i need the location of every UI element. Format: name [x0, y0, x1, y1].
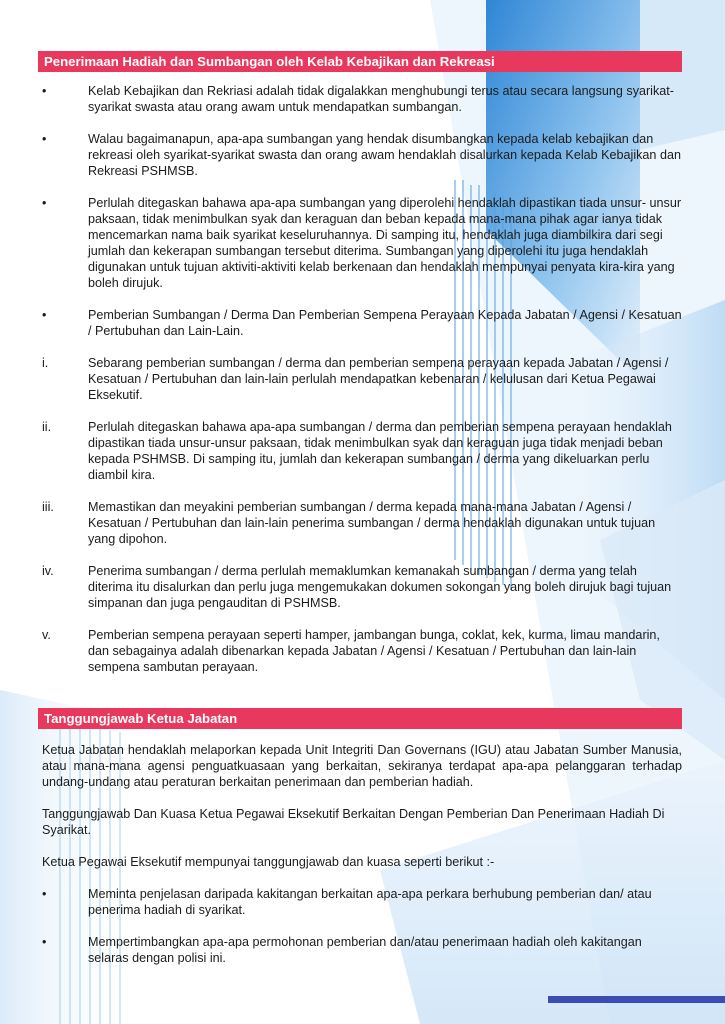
bullet-marker: •: [42, 935, 47, 949]
bullet-marker: •: [42, 887, 47, 901]
list-item: [42, 627, 682, 675]
numbered-marker: ii.: [42, 420, 52, 434]
list-item: [42, 499, 682, 547]
list-item-text: Walau bagaimanapun, apa-apa sumbangan yang hendak disumbangkan kepada kelab kebajikan dan rekreasi oleh syarikat-syarikat swasta dan orang awam hendaklah disalurkan kepada Kelab Kebajikan dan Rekreasi PSHMSB.: [88, 132, 681, 178]
section-header-penerimaan-hadiah: Penerimaan Hadiah dan Sumbangan oleh Kelab Kebajikan dan Rekreasi: [38, 51, 682, 72]
list-item-text: Perlulah ditegaskan bahawa apa-apa sumbangan yang diperolehi hendaklah dipastikan tiada unsur- unsur paksaan, tidak menimbulkan syak dan keraguan dan beban kepada mana-mana pihak agar ianya tidak mencemarkan nama baik syarikat keseluruhannya. Di samping itu, hendaklah juga diambilkira dari segi jumlah dan kekerapan sumbangan tersebut diterima. Sumbangan yang diperolehi itu juga hendaklah digunakan untuk tujuan aktiviti-aktiviti kelab berkenaan dan hendaklah mempunyai penyata kira-kira yang boleh dirujuk.: [88, 196, 682, 290]
bullet-marker: •: [42, 308, 47, 322]
list-item: [42, 355, 682, 403]
list-item-text: Pemberian sempena perayaan seperti hamper, jambangan bunga, coklat, kek, kurma, limau mandarin, dan sebagainya adalah dibenarkan kepada Jabatan / Agensi / Kesatuan / Pertubuhan dan lain-lain sempena sambutan perayaan.: [88, 628, 660, 674]
list-item: [42, 934, 682, 966]
list-item-text: Kelab Kebajikan dan Rekriasi adalah tidak digalakkan menghubungi terus atau secara langsung syarikat-syarikat swasta atau orang awam untuk mendapatkan sumbangan.: [88, 84, 674, 114]
paragraph-ceo-intro: Ketua Pegawai Eksekutif mempunyai tanggungjawab dan kuasa seperti berikut :-: [42, 855, 495, 869]
numbered-marker: i.: [42, 356, 49, 370]
list-item-text: Memastikan dan meyakini pemberian sumbangan / derma kepada mana-mana Jabatan / Agensi / Kesatuan / Pertubuhan dan lain-lain penerima sumbangan / derma hendaklah digunakan untuk tujuan yang dipohon.: [88, 500, 656, 546]
list-item: [42, 886, 682, 918]
list-item-text: Penerima sumbangan / derma perlulah memaklumkan kemanakah sumbangan / derma yang telah diterima itu disalurkan dan perlu juga mengemukakan dokumen sokongan yang boleh dirujuk bagi tujuan simpanan dan juga pengauditan di PSHMSB.: [88, 564, 672, 610]
footer-accent-bar: [548, 996, 725, 1003]
list-item: [42, 563, 682, 611]
list-item-text: Perlulah ditegaskan bahawa apa-apa sumbangan / derma dan pemberian sempena perayaan hendaklah dipastikan tiada unsur-unsur paksaan, tidak menimbulkan syak dan keraguan juga tidak menjadi beban kepada PSHMSB. Di samping itu, jumlah dan kekerapan sumbangan / derma yang dikeluarkan perlu diambil kira.: [88, 420, 672, 482]
paragraph-report: Ketua Jabatan hendaklah melaporkan kepada Unit Integriti Dan Governans (IGU) atau Jabatan Sumber Manusia, atau mana-mana agensi penguatkuasaan yang berkaitan, sekiranya terdapat apa-apa pelanggaran terhadap undang-undang atau peraturan berkaitan penerimaan dan pemberian hadiah.: [42, 743, 682, 789]
section-header-tanggungjawab: Tanggungjawab Ketua Jabatan: [38, 708, 682, 729]
paragraph-ceo-responsibility-title: Tanggungjawab Dan Kuasa Ketua Pegawai Eksekutif Berkaitan Dengan Pemberian Dan Penerimaan Hadiah Di Syarikat.: [42, 807, 665, 837]
bullet-marker: •: [42, 132, 47, 146]
list-item: [42, 419, 682, 483]
numbered-marker: v.: [42, 628, 51, 642]
list-item-text: Sebarang pemberian sumbangan / derma dan pemberian sempena perayaan kepada Jabatan / Agensi / Kesatuan / Pertubuhan dan lain-lain perlulah mendapatkan kebenaran / kelulusan dari Ketua Pegawai Eksekutif.: [88, 356, 669, 402]
bullet-marker: •: [42, 84, 47, 98]
list-item-text: Meminta penjelasan daripada kakitangan berkaitan apa-apa perkara berhubung pemberian dan/ atau penerima hadiah di syarikat.: [88, 887, 652, 917]
numbered-marker: iv.: [42, 564, 54, 578]
list-item: [42, 83, 682, 115]
list-item: [42, 307, 682, 339]
list-item-text: Pemberian Sumbangan / Derma Dan Pemberian Sempena Perayaan Kepada Jabatan / Agensi / Kesatuan / Pertubuhan dan Lain-Lain.: [88, 308, 682, 338]
list-item: [42, 195, 682, 291]
numbered-marker: iii.: [42, 500, 54, 514]
bullet-marker: •: [42, 196, 47, 210]
list-item-text: Mempertimbangkan apa-apa permohonan pemberian dan/atau penerimaan hadiah oleh kakitangan selaras dengan polisi ini.: [88, 935, 642, 965]
list-item: [42, 131, 682, 179]
